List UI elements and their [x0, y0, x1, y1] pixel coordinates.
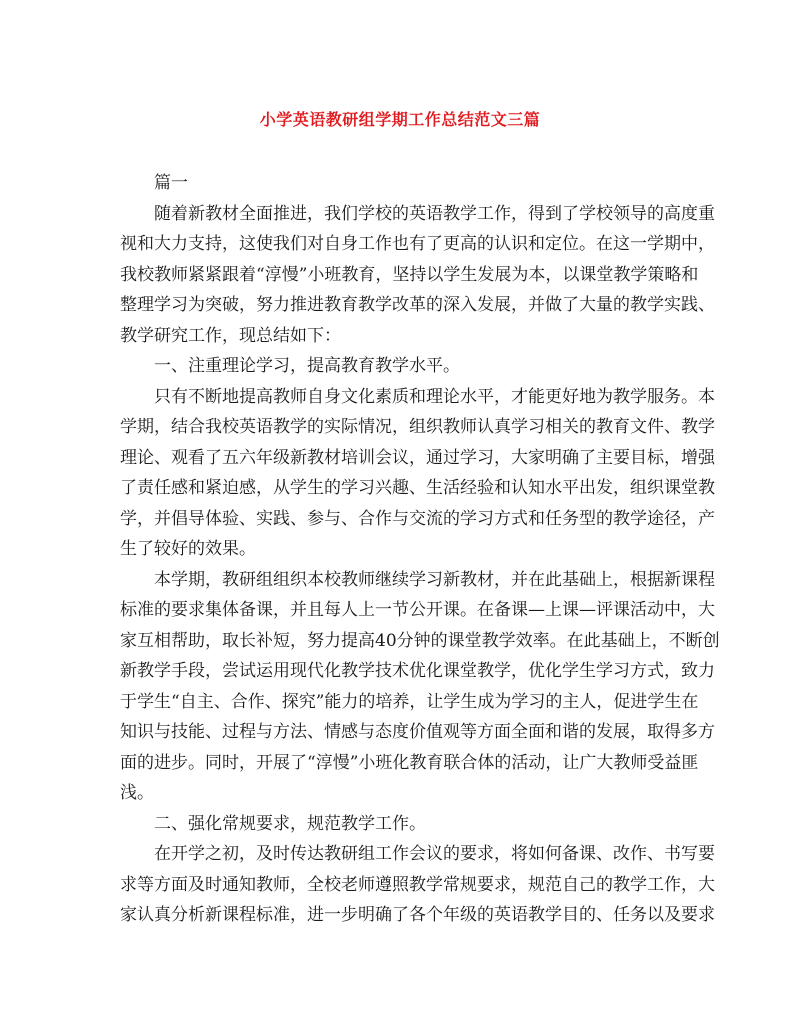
- paragraph-line: 理论、观看了五六年级新教材培训会议，通过学习，大家明确了主要目标，增强: [120, 447, 715, 468]
- paragraph-line: 随着新教材全面推进，我们学校的英语教学工作，得到了学校领导的高度重: [154, 203, 715, 224]
- paragraph-line: 面的进步。同时，开展了“淳慢”小班化教育联合体的活动，让广大教师受益匪: [120, 752, 699, 773]
- paragraph-line: 本学期，教研组组织本校教师继续学习新教材，并在此基础上，根据新课程: [154, 569, 715, 590]
- paragraph-line: 新教学手段，尝试运用现代化教学技术优化课堂教学，优化学生学习方式，致力: [120, 661, 715, 681]
- paragraph-line: 家认真分析新课程标准，进一步明确了各个年级的英语教学目的、任务以及要求: [120, 905, 715, 925]
- paragraph-line: 整理学习为突破，努力推进教育教学改革的深入发展，并做了大量的教学实践、: [120, 295, 715, 315]
- paragraph-line: 视和大力支持，这使我们对自身工作也有了更高的认识和定位。在这一学期中，: [120, 234, 715, 254]
- paragraph-line: 只有不断地提高教师自身文化素质和理论水平，才能更好地为教学服务。本: [154, 386, 715, 407]
- paragraph-line: 了责任感和紧迫感，从学生的学习兴趣、生活经验和认知水平出发，组织课堂教: [120, 478, 715, 498]
- paragraph-line: 于学生“自主、合作、探究”能力的培养，让学生成为学习的主人，促进学生在: [120, 691, 699, 712]
- document-body: [120, 168, 720, 931]
- paragraph-line: 教学研究工作，现总结如下：: [120, 325, 341, 346]
- paragraph-line: 在开学之初，及时传达教研组工作会议的要求，将如何备课、改作、书写要: [154, 844, 715, 864]
- paragraph-line: 浅。: [120, 783, 154, 803]
- paragraph-line: 学，并倡导体验、实践、参与、合作与交流的学习方式和任务型的教学途径，产: [120, 508, 715, 529]
- paragraph-line: 求等方面及时通知教师，全校老师遵照教学常规要求，规范自己的教学工作，大: [120, 874, 715, 895]
- paragraph-line: 二、强化常规要求，规范教学工作。: [154, 813, 426, 834]
- document-title: 小学英语教研组学期工作总结范文三篇: [259, 110, 541, 129]
- paragraph-line: 我校教师紧紧跟着“淳慢”小班教育，坚持以学生发展为本，以课堂教学策略和: [120, 264, 699, 285]
- paragraph-line: 一、注重理论学习，提高教育教学水平。: [154, 356, 460, 376]
- paragraph-line: 标准的要求集体备课，并且每人上一节公开课。在备课—上课—评课活动中，大: [120, 600, 715, 620]
- paragraph-line: 篇一: [154, 173, 188, 193]
- paragraph-line: 生了较好的效果。: [120, 539, 256, 559]
- paragraph-line: 学期，结合我校英语教学的实际情况，组织教师认真学习相关的教育文件、教学: [120, 417, 715, 437]
- paragraph-line: 家互相帮助，取长补短，努力提高40分钟的课堂教学效率。在此基础上，不断创: [120, 630, 720, 651]
- paragraph-line: 知识与技能、过程与方法、情感与态度价值观等方面全面和谐的发展，取得多方: [120, 722, 715, 742]
